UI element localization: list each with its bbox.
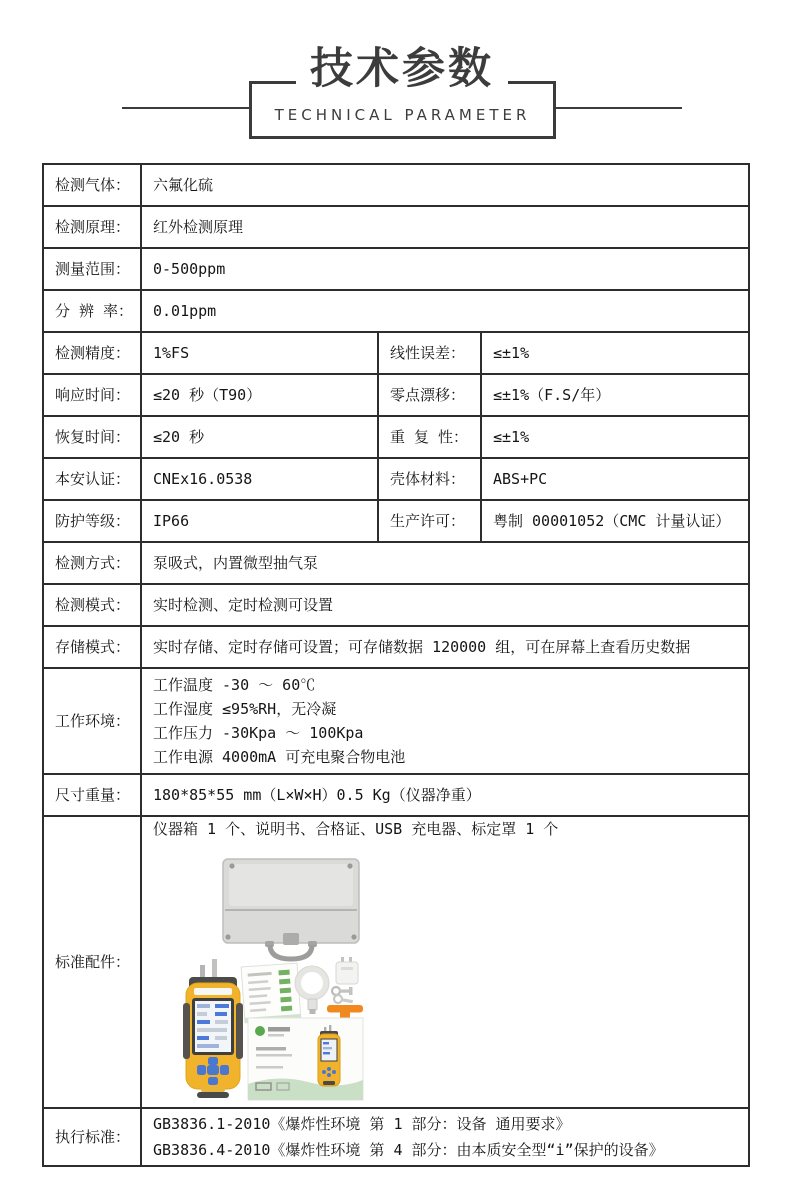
table-row-ip-license: [43, 500, 749, 542]
row-label-2: 生产许可：: [378, 500, 481, 542]
table-row-standards: [43, 1108, 749, 1166]
env-line-pressure: 工作压力 -30Kpa ～ 100Kpa: [153, 724, 364, 742]
row-value: 实时存储、定时存储可设置；可存储数据 120000 组，可在屏幕上查看历史数据: [141, 626, 749, 668]
row-label: 分 辨 率：: [43, 290, 141, 332]
table-row-resolution: [43, 290, 749, 332]
table-row-range: [43, 248, 749, 290]
row-label: 尺寸重量：: [43, 774, 141, 816]
row-label: 防护等级：: [43, 500, 141, 542]
header-rule-right: [556, 107, 682, 109]
standard-line-2: GB3836.4-2010《爆炸性环境 第 4 部分：由本质安全型“i”保护的设备》: [153, 1141, 664, 1160]
row-value: 0.01ppm: [141, 290, 749, 332]
row-label: 存储模式：: [43, 626, 141, 668]
row-value-2: ≤±1%: [481, 416, 749, 458]
table-row-principle: [43, 206, 749, 248]
row-value-accessories: [141, 816, 749, 1108]
row-value: 红外检测原理: [141, 206, 749, 248]
row-value-2: ≤±1%（F.S/年）: [481, 374, 749, 416]
table-row-accuracy-linearity: [43, 332, 749, 374]
row-label-2: 线性误差：: [378, 332, 481, 374]
row-label: 响应时间：: [43, 374, 141, 416]
row-value: CNEx16.0538: [141, 458, 378, 500]
row-label: 检测原理：: [43, 206, 141, 248]
row-label: 检测精度：: [43, 332, 141, 374]
row-value: [141, 668, 749, 774]
keys-image: [332, 987, 353, 1006]
standard-line-1: GB3836.1-2010《爆炸性环境 第 1 部分：设备 通用要求》: [153, 1115, 571, 1134]
table-row-accessories: [43, 816, 749, 1108]
row-label: 检测气体：: [43, 164, 141, 206]
power-adapter-image: [336, 957, 358, 984]
gas-detector-image: [183, 959, 243, 1098]
table-row-gas: [43, 164, 749, 206]
row-value: ≤20 秒: [141, 416, 378, 458]
env-line-power: 工作电源 4000mA 可充电聚合物电池: [153, 748, 406, 766]
table-row-response-drift: [43, 374, 749, 416]
manual-image: [248, 1018, 363, 1100]
table-row-storage-mode: [43, 626, 749, 668]
table-row-sampling: [43, 542, 749, 584]
certificate-image: [241, 963, 301, 1023]
accessories-text: 仪器箱 1 个、说明书、合格证、USB 充电器、标定罩 1 个: [153, 820, 559, 838]
manual-detector-thumb: [318, 1025, 340, 1086]
row-value: 0-500ppm: [141, 248, 749, 290]
table-row-detect-mode: [43, 584, 749, 626]
row-label: 本安认证：: [43, 458, 141, 500]
row-label-2: 重 复 性：: [378, 416, 481, 458]
table-row-recovery-repeat: [43, 416, 749, 458]
row-value: 六氟化硫: [141, 164, 749, 206]
row-label: 检测模式：: [43, 584, 141, 626]
row-label-2: 壳体材料：: [378, 458, 481, 500]
env-line-temperature: 工作温度 -30 ～ 60℃: [153, 676, 316, 694]
table-row-size-weight: [43, 774, 749, 816]
row-value: [141, 1108, 749, 1166]
row-value-2: ≤±1%: [481, 332, 749, 374]
row-value-2: 粤制 00001052（CMC 计量认证）: [481, 500, 749, 542]
row-label: 标准配件：: [43, 816, 141, 1108]
page-title: 技术参数: [296, 46, 508, 93]
row-value: 1%FS: [141, 332, 378, 374]
row-label: 工作环境：: [43, 668, 141, 774]
spec-table: [42, 163, 750, 1167]
table-row-cert-material: [43, 458, 749, 500]
accessories-photo-svg: [173, 853, 373, 1105]
row-value: 180*85*55 mm（L×W×H）0.5 Kg（仪器净重）: [141, 774, 749, 816]
env-line-humidity: 工作湿度 ≤95%RH，无冷凝: [153, 700, 337, 718]
accessories-photo: [173, 853, 373, 1105]
row-label-2: 零点漂移：: [378, 374, 481, 416]
row-value: ≤20 秒（T90）: [141, 374, 378, 416]
row-value: 实时检测、定时检测可设置: [141, 584, 749, 626]
row-value: 泵吸式，内置微型抽气泵: [141, 542, 749, 584]
row-label: 检测方式：: [43, 542, 141, 584]
row-label: 执行标准：: [43, 1108, 141, 1166]
aluminum-case-image: [223, 859, 359, 959]
row-value-2: ABS+PC: [481, 458, 749, 500]
page-subtitle: TECHNICAL PARAMETER: [274, 106, 531, 124]
header-rule-left: [122, 107, 249, 109]
table-row-environment: [43, 668, 749, 774]
row-value: IP66: [141, 500, 378, 542]
row-label: 恢复时间：: [43, 416, 141, 458]
row-label: 测量范围：: [43, 248, 141, 290]
